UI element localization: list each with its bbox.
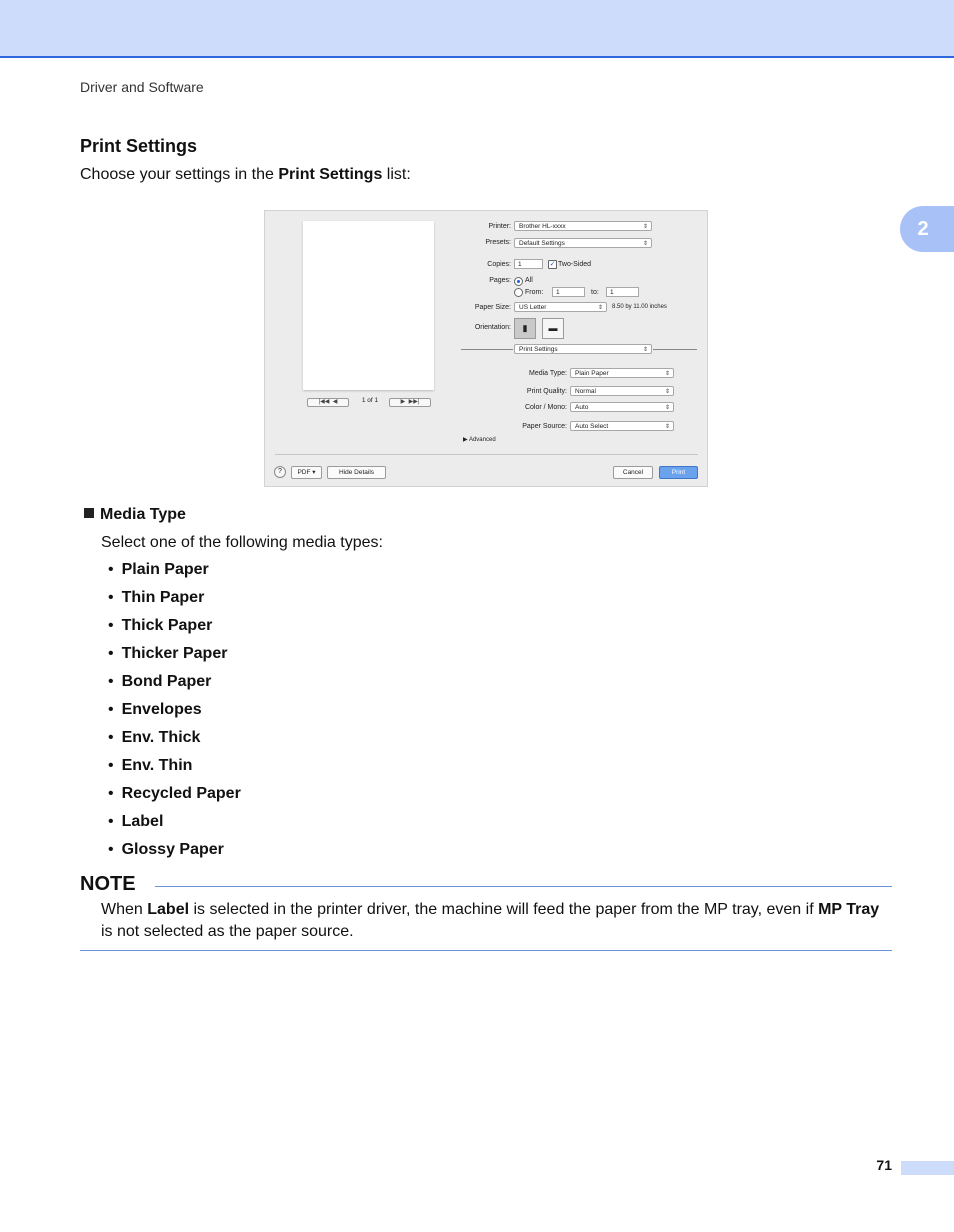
media-type-list (108, 560, 241, 868)
section-label: Driver and Software (80, 79, 204, 95)
paper-size-label: Paper Size: (474, 304, 511, 311)
hide-details-button[interactable]: Hide Details (327, 466, 386, 479)
page-preview (303, 221, 434, 390)
separator-left (461, 349, 513, 350)
advanced-disclosure[interactable]: ▶ Advanced (463, 437, 496, 443)
intro-text: Choose your settings in the Print Settings list: (80, 166, 411, 183)
printer-label: Printer: (488, 223, 511, 230)
next-last-page-buttons[interactable]: ▶ ▶▶| (389, 398, 431, 407)
to-field[interactable]: 1 (606, 287, 639, 297)
copies-field[interactable]: 1 (514, 259, 543, 269)
list-item: • Envelopes (108, 701, 202, 718)
media-type-heading: Media Type (84, 506, 186, 524)
pages-all-label: All (525, 277, 533, 284)
media-type-intro: Select one of the following media types: (101, 534, 383, 551)
paper-source-popup[interactable]: Auto Select ⇕ (570, 421, 674, 431)
two-sided-label: Two-Sided (558, 261, 592, 268)
separator-right (653, 349, 697, 350)
note-top-rule (155, 886, 892, 887)
color-mono-label: Color / Mono: (524, 404, 567, 411)
first-prev-page-buttons[interactable]: |◀◀ ◀ (307, 398, 349, 407)
list-item: • Glossy Paper (108, 841, 224, 858)
paper-source-label: Paper Source: (522, 423, 567, 430)
media-type-popup[interactable]: Plain Paper ⇕ (570, 368, 674, 378)
chevron-down-icon: ▾ (312, 469, 316, 476)
color-mono-popup[interactable]: Auto ⇕ (570, 402, 674, 412)
landscape-orientation-button[interactable] (542, 318, 564, 339)
section-popup[interactable]: Print Settings ⇕ (514, 344, 652, 354)
print-dialog-screenshot (264, 210, 708, 487)
presets-label: Presets: (485, 239, 511, 246)
print-button[interactable]: Print (659, 466, 698, 479)
page-number: 71 (876, 1157, 892, 1173)
note-title: NOTE (80, 873, 136, 895)
portrait-orientation-button[interactable] (514, 318, 536, 339)
print-quality-popup[interactable]: Normal ⇕ (570, 386, 674, 396)
list-item: • Plain Paper (108, 561, 209, 578)
header-bar (0, 0, 954, 58)
pages-from-label: From: (525, 289, 544, 296)
chapter-tab: 2 (900, 206, 954, 252)
cancel-button[interactable]: Cancel (613, 466, 653, 479)
list-item: • Thin Paper (108, 589, 205, 606)
to-label: to: (591, 289, 599, 296)
orientation-label: Orientation: (474, 324, 511, 331)
note-text: When Label is selected in the printer driver, the machine will feed the paper from the MP tray, even if MP Tray is not selected as the paper source. (101, 901, 880, 940)
dialog-divider (275, 454, 698, 455)
pages-from-radio[interactable] (514, 288, 523, 297)
from-field[interactable]: 1 (552, 287, 585, 297)
copies-label: Copies: (487, 261, 511, 268)
list-item: • Recycled Paper (108, 785, 241, 802)
list-item: • Thick Paper (108, 617, 213, 634)
disclosure-triangle-icon: ▶ (463, 437, 468, 443)
list-item: • Thicker Paper (108, 645, 228, 662)
page-count: 1 of 1 (361, 397, 379, 404)
section-heading: Print Settings (80, 136, 198, 156)
presets-popup[interactable]: Default Settings ⇕ (514, 238, 652, 248)
pdf-menu-button[interactable]: PDF ▾ (291, 466, 322, 479)
two-sided-checkbox[interactable]: ✓ (549, 261, 556, 268)
print-quality-label: Print Quality: (526, 388, 567, 395)
paper-size-popup[interactable]: US Letter ⇕ (514, 302, 607, 312)
pages-all-radio[interactable] (514, 277, 523, 286)
landscape-icon: ▬ (548, 323, 558, 333)
square-bullet-icon (84, 508, 94, 518)
list-item: • Env. Thin (108, 757, 193, 774)
list-item: • Label (108, 813, 164, 830)
help-button[interactable]: ? (274, 466, 286, 478)
note-bottom-rule (80, 950, 892, 951)
media-type-label: Media Type: (528, 370, 567, 377)
portrait-icon: ▮ (522, 323, 528, 333)
page-number-tab (901, 1161, 954, 1175)
list-item: • Bond Paper (108, 673, 212, 690)
list-item: • Env. Thick (108, 729, 201, 746)
paper-size-dims: 8.50 by 11.00 inches (612, 304, 667, 310)
pages-label: Pages: (489, 277, 511, 284)
printer-popup[interactable]: Brother HL-xxxx ⇕ (514, 221, 652, 231)
